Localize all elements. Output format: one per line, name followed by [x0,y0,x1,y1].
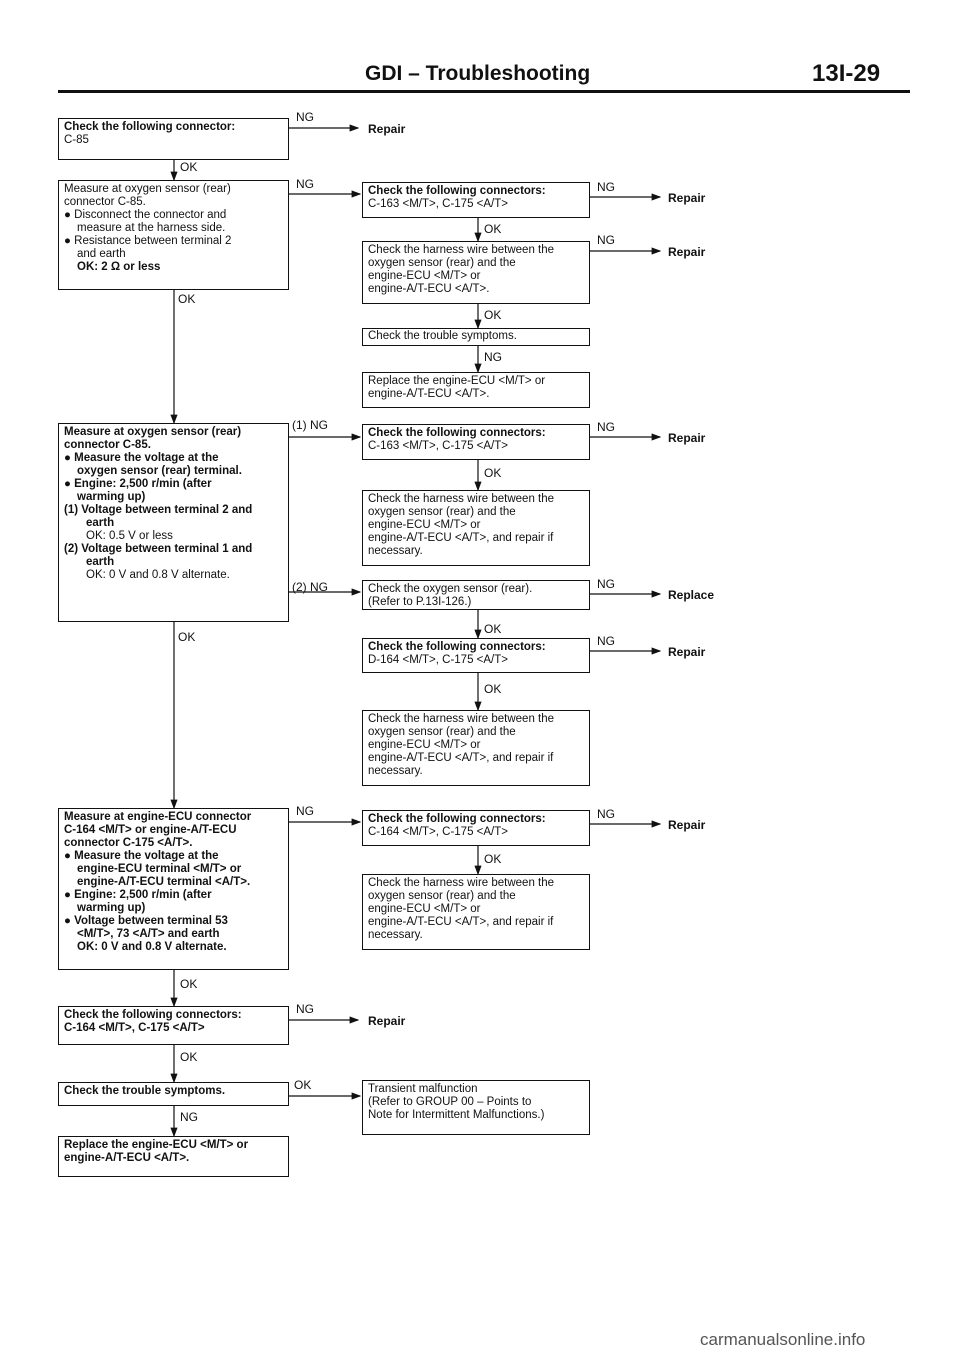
transient-malfunction-box [362,1080,590,1135]
ok-label: OK [484,622,502,636]
box-line: (Refer to P.13I-126.) [368,596,472,608]
box-line: necessary. [368,545,423,557]
check-connector-c85-box [58,118,289,160]
box-line: Measure at engine-ECU connector [64,811,252,823]
box-line: engine-A/T-ECU <A/T>, and repair if [368,752,554,764]
repair-result: Repair [368,1014,406,1028]
ng-label: NG [180,1110,198,1124]
box-line: engine-ECU terminal <M/T> or [77,863,242,875]
ng-label: NG [597,233,615,247]
box-line: OK: 0.5 V or less [86,530,173,542]
box-line: D-164 <M/T>, C-175 <A/T> [368,654,508,666]
ok-label: OK [484,682,502,696]
box-line: C-163 <M/T>, C-175 <A/T> [368,198,508,210]
box-line: OK: 0 V and 0.8 V alternate. [77,941,227,953]
box-line: earth [86,517,115,529]
repair-result: Repair [668,431,706,445]
box-line: connector C-175 <A/T>. [64,837,193,849]
check-harness-box-2 [362,490,590,566]
box-line: Measure at oxygen sensor (rear) [64,426,242,438]
box-line: Check the following connectors: [64,1009,242,1021]
replace-ecu-box [58,1136,289,1177]
box-line: engine-ECU <M/T> or [368,519,481,531]
box-line: necessary. [368,765,423,777]
box-line: OK: 2 Ω or less [77,261,161,273]
ok-label: OK [178,292,196,306]
ok-label: OK [484,852,502,866]
box-line: ● Engine: 2,500 r/min (after [64,478,212,490]
box-line: OK: 0 V and 0.8 V alternate. [86,569,230,581]
ok-label: OK [484,308,502,322]
ng-label: NG [597,180,615,194]
check-connectors-c164-box-2 [362,810,590,846]
measure-voltage-sensor-box [58,423,289,622]
box-line: Check the harness wire between the [368,493,555,505]
box-line: C-164 <M/T> or engine-A/T-ECU [64,824,237,836]
box-line: oxygen sensor (rear) terminal. [77,465,242,477]
box-line: Check the following connectors: [368,185,546,197]
box-line: ● Engine: 2,500 r/min (after [64,889,212,901]
repair-result: Repair [368,122,406,136]
ok-label: OK [484,222,502,236]
ng-label: NG [296,1002,314,1016]
check-harness-box-4 [362,874,590,950]
box-line: connector C-85. [64,439,151,451]
box-line: Check the trouble symptoms. [64,1085,226,1097]
ng-label: NG [484,350,502,364]
box-line: engine-ECU <M/T> or [368,739,481,751]
box-line: oxygen sensor (rear) and the [368,890,516,902]
ok-label: OK [294,1078,312,1092]
check-trouble-symptoms-box [58,1082,289,1106]
box-line: Check the harness wire between the [368,877,555,889]
box-line: engine-A/T-ECU <A/T>, and repair if [368,532,554,544]
box-line: (2) Voltage between terminal 1 and [64,543,253,555]
repair-result: Repair [668,245,706,259]
check-oxygen-sensor-box [362,580,590,610]
page-title: GDI – Troubleshooting [365,62,591,85]
box-line: Check the trouble symptoms. [368,330,517,342]
ng-label: NG [296,177,314,191]
box-line: C-85 [64,134,89,146]
ng-label: NG [296,804,314,818]
ng-label: NG [597,577,615,591]
box-line: engine-ECU <M/T> or [368,903,481,915]
check-harness-box-3 [362,710,590,786]
box-line: Check the oxygen sensor (rear). [368,583,533,595]
repair-result: Repair [668,645,706,659]
check-connectors-d164-box [362,638,590,673]
box-line: and earth [77,248,126,260]
box-line: ● Disconnect the connector and [64,209,227,221]
box-line: measure at the harness side. [77,222,226,234]
measure-ecu-voltage-box [58,808,289,970]
box-line: Check the following connectors: [368,427,546,439]
box-line: ● Voltage between terminal 53 [64,915,228,927]
box-line: engine-ECU <M/T> or [368,270,481,282]
box-line: Check the following connector: [64,121,236,133]
ok-label: OK [180,1050,198,1064]
box-line: earth [86,556,115,568]
box-line: Transient malfunction [368,1083,478,1095]
check-harness-box-1 [362,241,590,304]
box-line: oxygen sensor (rear) and the [368,257,516,269]
repair-result: Repair [668,191,706,205]
ok-label: OK [180,977,198,991]
box-line: engine-A/T-ECU terminal <A/T>. [77,876,251,888]
ok-label: OK [180,160,198,174]
box-line: engine-A/T-ECU <A/T>. [368,283,490,295]
box-line: necessary. [368,929,423,941]
check-trouble-symptoms-box-2 [362,328,590,346]
box-line: oxygen sensor (rear) and the [368,726,516,738]
box-line: Check the harness wire between the [368,713,555,725]
ok-label: OK [484,466,502,480]
ok-label: OK [178,630,196,644]
box-line: ● Measure the voltage at the [64,850,219,862]
check-connectors-c163-box-1 [362,182,590,218]
box-line: <M/T>, 73 <A/T> and earth [77,928,220,940]
box-line: (1) Voltage between terminal 2 and [64,504,253,516]
box-line: warming up) [77,902,146,914]
ng-label: NG [296,110,314,124]
box-line: Measure at oxygen sensor (rear) [64,183,231,195]
replace-result: Replace [668,588,715,602]
box-line: Check the harness wire between the [368,244,555,256]
watermark: carmanualsonline.info [700,1330,866,1349]
box-line: engine-A/T-ECU <A/T>. [64,1152,190,1164]
ng-label: NG [597,634,615,648]
page-number: 13I-29 [812,60,881,87]
box-line: C-163 <M/T>, C-175 <A/T> [368,440,508,452]
box-line: engine-A/T-ECU <A/T>, and repair if [368,916,554,928]
box-line: warming up) [77,491,146,503]
box-line: ● Measure the voltage at the [64,452,219,464]
box-line: Check the following connectors: [368,813,546,825]
box-line: C-164 <M/T>, C-175 <A/T> [368,826,508,838]
ng-label: NG [597,420,615,434]
replace-ecu-box-2 [362,372,590,408]
check-connectors-c164-box [58,1006,289,1045]
check-connectors-c163-box-2 [362,424,590,460]
repair-result: Repair [668,818,706,832]
box-line: (Refer to GROUP 00 – Points to [368,1096,532,1108]
box-line: oxygen sensor (rear) and the [368,506,516,518]
box-line: connector C-85. [64,196,146,208]
box-line: ● Resistance between terminal 2 [64,235,232,247]
box-line: C-164 <M/T>, C-175 <A/T> [64,1022,205,1034]
box-line: Replace the engine-ECU <M/T> or [368,375,546,387]
box-line: engine-A/T-ECU <A/T>. [368,388,490,400]
ng-label: NG [597,807,615,821]
ng-2-label: (2) NG [292,580,328,594]
box-line: Replace the engine-ECU <M/T> or [64,1139,249,1151]
box-line: Check the following connectors: [368,641,546,653]
measure-resistance-box [58,180,289,290]
box-line: Note for Intermittent Malfunctions.) [368,1109,545,1121]
ng-1-label: (1) NG [292,418,328,432]
